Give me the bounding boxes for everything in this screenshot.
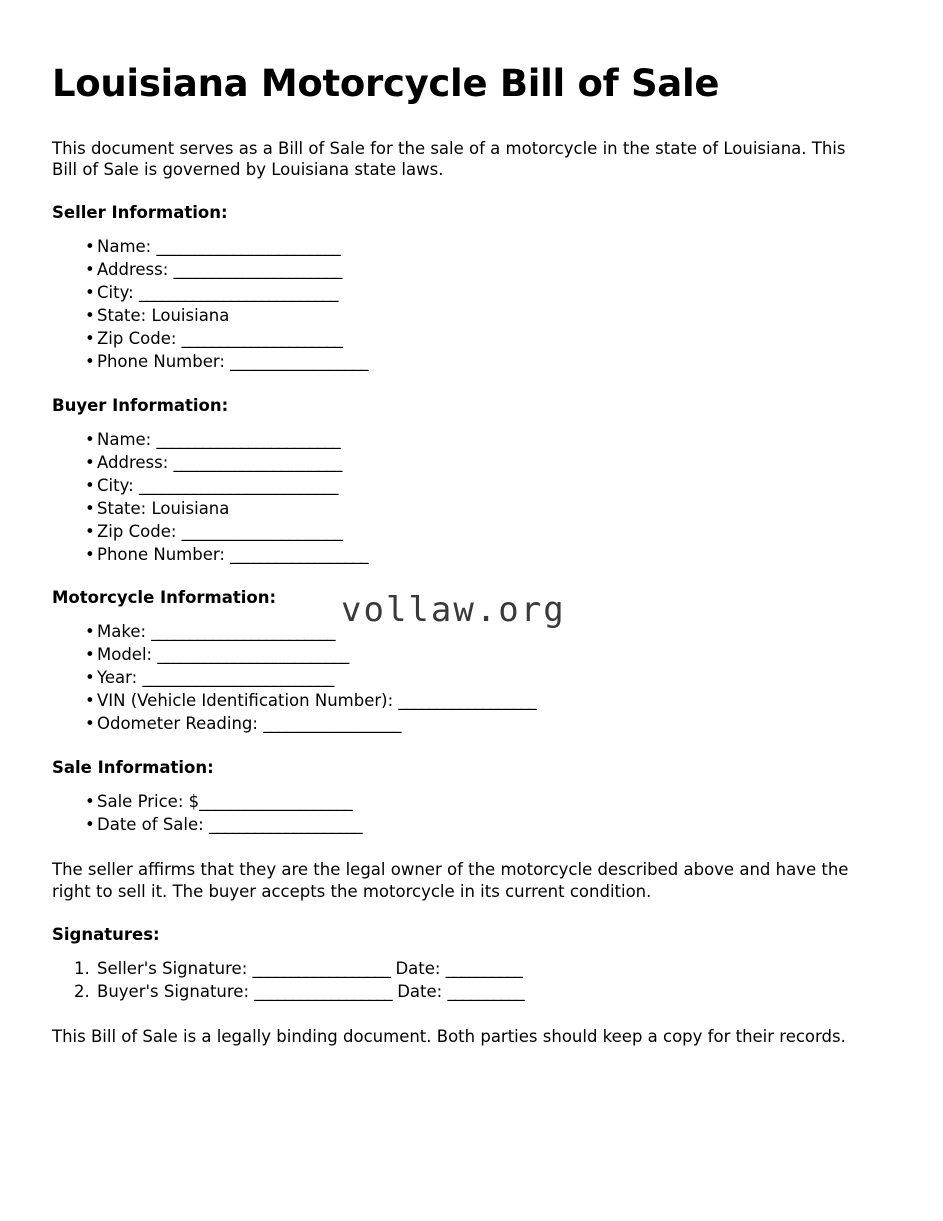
list-item	[52, 498, 853, 521]
signature-label: Buyer's Signature:	[97, 981, 255, 1001]
date-blank[interactable]: __________	[447, 981, 524, 1001]
field-label: Address:	[97, 452, 174, 472]
closing-paragraph: This Bill of Sale is a legally binding document. Both parties should keep a copy for their records.	[52, 1026, 846, 1046]
field-label: Make:	[97, 622, 152, 642]
list-item	[52, 791, 853, 814]
list-item	[52, 475, 853, 498]
field-label: State: Louisiana	[97, 306, 230, 326]
list-item	[52, 644, 853, 667]
date-label: Date:	[390, 958, 446, 978]
sale-information-list	[52, 791, 853, 837]
list-item	[52, 236, 853, 259]
site-watermark: vollaw.org	[341, 590, 566, 630]
list-item	[52, 521, 853, 544]
seller-information-heading: Seller Information:	[52, 203, 228, 223]
list-item	[52, 259, 853, 282]
field-blank[interactable]: __________________________	[138, 283, 338, 303]
field-label: Address:	[97, 260, 174, 280]
field-blank[interactable]: ______________________	[173, 260, 342, 280]
field-label: City:	[97, 283, 139, 303]
field-blank[interactable]: _____________________	[181, 329, 343, 349]
field-blank[interactable]: __________________	[263, 714, 401, 734]
motorcycle-information-list	[52, 621, 853, 736]
list-item	[52, 713, 853, 736]
field-label: Name:	[97, 429, 157, 449]
field-label: Odometer Reading:	[97, 714, 264, 734]
list-item	[52, 429, 853, 452]
list-item	[52, 621, 853, 644]
field-label: Phone Number:	[97, 544, 231, 564]
list-item	[52, 351, 853, 374]
field-label: Zip Code:	[97, 521, 182, 541]
motorcycle-information-heading: Motorcycle Information:	[52, 588, 277, 608]
field-blank[interactable]: ________________________	[156, 429, 341, 449]
buyer-information-heading: Buyer Information:	[52, 395, 229, 415]
list-item	[52, 958, 853, 981]
field-label: VIN (Vehicle Identification Number):	[97, 691, 399, 711]
affirmation-paragraph: The seller affirms that they are the legal owner of the motorcycle described above and have the right to sell it. The buyer accepts the motorcycle in its current condition.	[52, 859, 849, 901]
list-item	[52, 282, 853, 305]
signature-label: Seller's Signature:	[97, 958, 253, 978]
list-item	[52, 814, 853, 837]
field-label: Name:	[97, 237, 157, 257]
signature-blank[interactable]: __________________	[252, 958, 391, 978]
list-item	[52, 452, 853, 475]
field-blank[interactable]: __________________________	[138, 475, 338, 495]
list-item	[52, 981, 853, 1004]
intro-paragraph: This document serves as a Bill of Sale for the sale of a motorcycle in the state of Louisiana. This Bill of Sale is governed by Louisiana state laws.	[52, 138, 846, 180]
list-item	[52, 305, 853, 328]
field-label: Phone Number:	[97, 352, 231, 372]
field-label: Sale Price: $	[97, 792, 200, 812]
field-blank[interactable]: _________________________	[157, 645, 349, 665]
signatures-heading: Signatures:	[52, 924, 160, 944]
field-blank[interactable]: ____________________	[199, 792, 353, 812]
field-blank[interactable]: _________________________	[142, 668, 334, 688]
sale-information-heading: Sale Information:	[52, 758, 214, 778]
field-label: Year:	[97, 668, 143, 688]
date-blank[interactable]: __________	[445, 958, 523, 978]
buyer-information-list	[52, 429, 853, 567]
field-blank[interactable]: ________________________	[156, 237, 341, 257]
field-blank[interactable]: _____________________	[181, 521, 343, 541]
list-item	[52, 667, 853, 690]
field-blank[interactable]: __________________	[230, 352, 368, 372]
list-item	[52, 328, 853, 351]
field-blank[interactable]: ____________________	[208, 815, 362, 835]
field-blank[interactable]: ________________________	[151, 622, 335, 642]
field-label: City:	[97, 475, 139, 495]
signature-blank[interactable]: __________________	[254, 981, 392, 1001]
field-blank[interactable]: __________________	[230, 544, 368, 564]
page-title: Louisiana Motorcycle Bill of Sale	[52, 62, 720, 105]
signatures-list	[52, 958, 853, 1004]
field-blank[interactable]: __________________	[398, 691, 537, 711]
field-label: Model:	[97, 645, 158, 665]
date-label: Date:	[391, 981, 448, 1001]
field-label: State: Louisiana	[97, 498, 230, 518]
list-item	[52, 690, 853, 713]
field-label: Date of Sale:	[97, 815, 209, 835]
field-label: Zip Code:	[97, 329, 182, 349]
field-blank[interactable]: ______________________	[173, 452, 342, 472]
list-item	[52, 544, 853, 567]
seller-information-list	[52, 236, 853, 374]
